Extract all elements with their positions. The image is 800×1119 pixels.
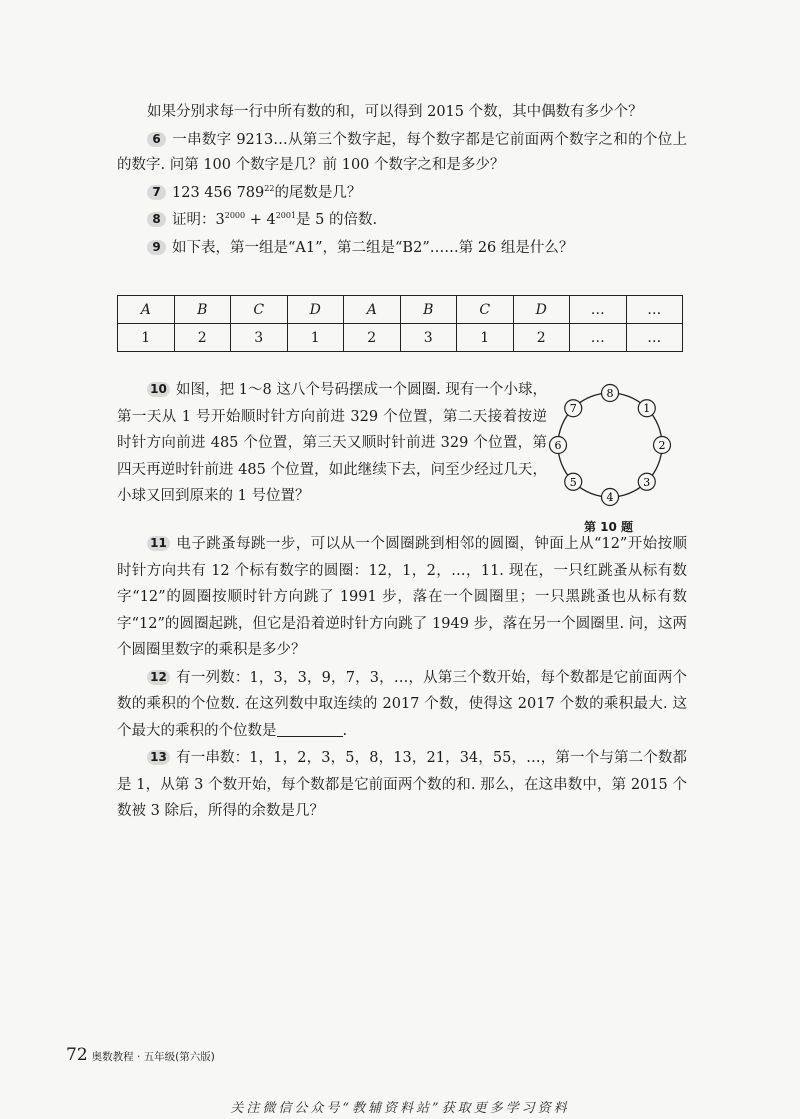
problem-number-badge: 9 [147,240,166,255]
circle-node-label: 4 [606,491,614,504]
problem-number-badge: 7 [147,185,166,200]
table-cell: … [626,296,683,324]
table-row [118,296,683,324]
page-footer [66,1045,215,1065]
table-cell: 2 [344,324,401,352]
answer-blank[interactable] [277,722,343,737]
circle-node-label: 3 [643,475,651,489]
problem-text-block [117,100,687,263]
book-title: 奥数教程 · 五年级(第六版) [91,1051,215,1063]
circle-node-label: 8 [606,387,614,400]
problem-7: 7 123 456 $789^{22}$的尾数是几？ [117,181,687,207]
circle-node [550,437,567,454]
table-cell: B [400,296,457,324]
number-circle-figure [545,380,675,510]
table-cell: A [118,296,175,324]
table-cell: A [344,296,401,324]
problem-number-badge: 13 [147,750,170,765]
problem-number-badge: 12 [147,670,170,685]
circle-nodes [550,385,671,506]
page-number: 72 [66,1045,88,1065]
table-cell: 3 [400,324,457,352]
circle-node [602,489,619,506]
problem-5-continuation: 如果分别求每一行中所有数的和，可以得到 2015 个数，其中偶数有多少个？ [147,104,643,120]
table-cell: 1 [118,324,175,352]
circle-node-label: 2 [658,439,666,452]
problem-9: 9 如下表，第一组是“A1”，第二组是“B2”……第 26 组是什么？ [117,236,687,262]
table-cell: 1 [287,324,344,352]
table-cell: … [570,324,627,352]
problem-number-badge: 6 [147,132,166,147]
problem-10 [117,377,547,510]
table-row [118,324,683,352]
table-cell: … [626,324,683,352]
circle-node [565,400,582,417]
circle-node [638,473,655,490]
circle-node [638,400,655,417]
problem-number-badge: 8 [147,212,166,227]
circle-node-label: 6 [554,439,562,452]
problem-number-badge: 11 [147,536,170,551]
problem-10-text: 如图，把 1～8 这八个号码摆成一个圆圈. 现有一个小球，第一天从 1 号开始顺时针方向前进 329 个位置，第二天接着按逆时针方向前进 485 个位置，第三天又顺时针前进 329 个位置，第四天再逆时针前进 485 个位置，如此继续下去，问至少经过几天，小球又回到原来的 1 号位置？ [117,382,547,504]
circle-node-label: 5 [569,475,577,489]
circle-node-label: 1 [643,402,651,416]
table-cell: D [287,296,344,324]
figure-caption: 第 10 题 [584,520,634,534]
table-cell: 1 [457,324,514,352]
problem-12: 12 有一列数：1，3，3，9，7，3，…，从第三个数开始，每个数都是它前面两个数的乘积的个位数. 在这列数中取连续的 2017 个数，使得这 2017 个数的乘积最大. 这个最大的乘积的个位数是 . [117,669,687,739]
table-cell: 2 [513,324,570,352]
circle-node [654,437,671,454]
problem-6-text: 一串数字 9213…从第三个数字起，每个数字都是它前面两个数字之和的个位上的数字. 问第 100 个数字是几？前 100 个数字之和是多少？ [117,131,687,173]
problem-8: 8 证明：$3^{2000} + 4^{2001}$是 5 的倍数. [117,208,687,234]
circle-node-label: 7 [569,402,577,416]
table-cell: 2 [174,324,231,352]
watermark-text: 关注微信公众号“教辅资料站”获取更多学习资料 [230,1101,570,1116]
problem-11: 11 电子跳蚤每跳一步，可以从一个圆圈跳到相邻的圆圈，钟面上从“12”开始按顺时针方向共有 12 个标有数字的圆圈：12，1，2，…，11. 现在，一只红跳蚤从标有数字“12”的圆圈按顺时针方向跳了 1991 步，落在一个圆圈里；一只黑跳蚤也从标有数字“12”的圆圈起跳，但它是沿着逆时针方向跳了 1949 步，落在另一个圆圈里. 问，这两个圆圈里数字的乘积是多少？ [117,536,687,658]
circle-node [565,473,582,490]
circle-node [602,385,619,402]
table-cell: 3 [231,324,288,352]
sequence-table [117,295,683,352]
problem-text-block-lower [117,531,687,826]
table-cell: … [570,296,627,324]
table-cell: D [513,296,570,324]
table-cell: C [457,296,514,324]
problem-number-badge: 10 [147,382,170,397]
problem-6 [117,128,687,179]
table-cell: C [231,296,288,324]
table-cell: B [174,296,231,324]
problem-13: 13 有一串数：1，1，2，3，5，8，13，21，34，55，…，第一个与第二个数都是 1，从第 3 个数开始，每个数都是它前面两个数的和. 那么，在这串数中，第 2015 个数被 3 除后，所得的余数是几？ [117,750,687,819]
